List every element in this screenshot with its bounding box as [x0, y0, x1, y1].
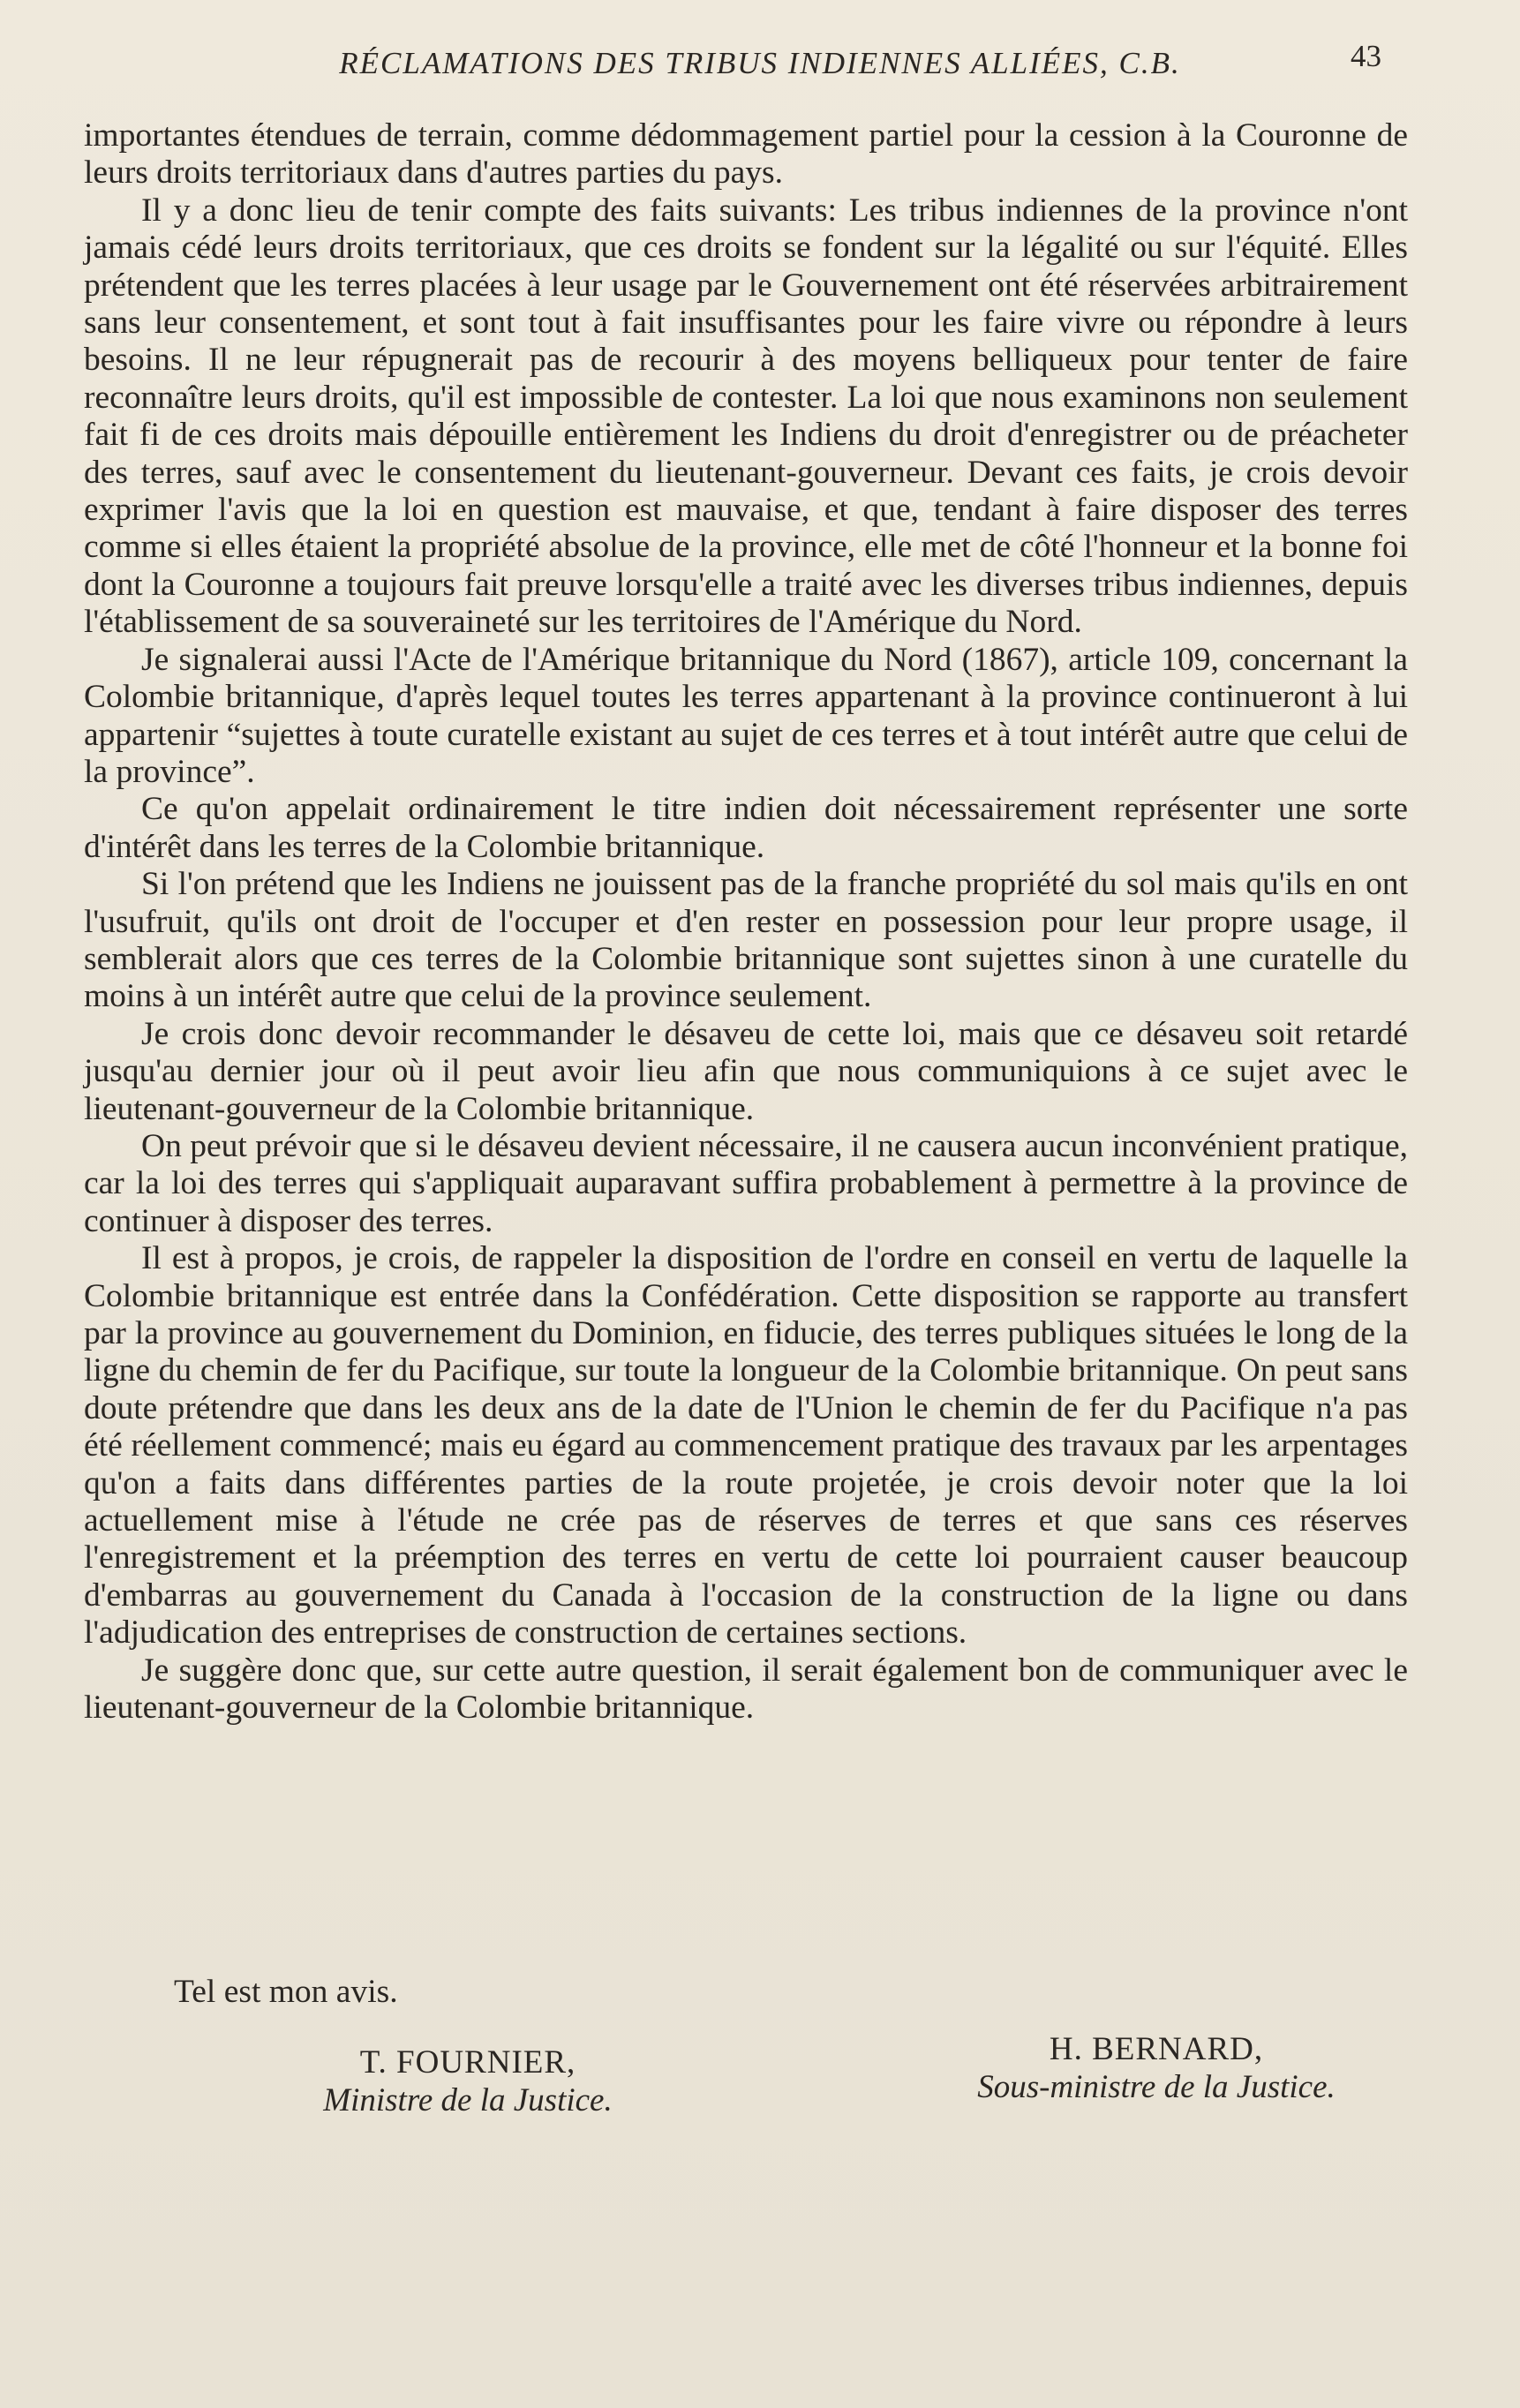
signature-minister	[256, 2043, 680, 2119]
paragraph-6: Je crois donc devoir recommander le désaveu de cette loi, mais que ce désaveu soit retardé jusqu'au dernier jour où il peut avoir lieu afin que nous communiquions à ce sujet avec le lieutenant-gouverneur de la Colombie britannique.	[84, 1015, 1408, 1127]
paragraph-4: Ce qu'on appelait ordinairement le titre indien doit nécessairement représenter une sorte d'intérêt dans les terres de la Colombie britannique.	[84, 791, 1408, 865]
signature-minister-name: T. FOURNIER,	[359, 2044, 576, 2081]
paragraph-9: Je suggère donc que, sur cette autre question, il serait également bon de communiquer avec le lieutenant-gouverneur de la Colombie britannique.	[84, 1652, 1408, 1727]
paragraph-8: Il est à propos, je crois, de rappeler la disposition de l'ordre en conseil en vertu de laquelle la Colombie britannique est entrée dans la Confédération. Cette disposition se rapporte au transfert par la province au gouvernement du Dominion, en fiducie, des terres publiques situées le long de la ligne du chemin de fer du Pacifique, sur toute la longueur de la Colombie britannique. On peut sans doute prétendre que dans les deux ans de la date de l'Union le chemin de fer du Pacifique n'a pas été réellement commencé; mais eu égard au commencement pratique des travaux par les arpentages qu'on a faits dans différentes parties de la route projetée, je crois devoir noter que la loi actuellement mise à l'étude ne crée pas de réserves de terres et que sans ces réserves l'enregistrement et la préemption des terres en vertu de cette loi pourraient causer beaucoup d'embarras au gouvernement du Canada à l'occasion de la construction de la ligne ou dans l'adjudication des entreprises de construction de certaines sections.	[84, 1240, 1408, 1652]
signature-minister-title: Ministre de la Justice.	[323, 2082, 613, 2118]
page-number: 43	[1351, 39, 1381, 73]
signature-deputy-name: H. BERNARD,	[1049, 2031, 1264, 2067]
signature-deputy-title: Sous-ministre de la Justice.	[977, 2069, 1336, 2105]
body-text	[84, 117, 1408, 1727]
closing-line: Tel est mon avis.	[174, 1974, 398, 2010]
paragraph-2: Il y a donc lieu de tenir compte des faits suivants: Les tribus indiennes de la province n'ont jamais cédé leurs droits territoriaux, que ces droits se fondent sur la légalité ou sur l'équité. Elles prétendent que les terres placées à leur usage par le Gouvernement ont été réservées arbitrairement sans leur consentement, et sont tout à fait insuffisantes pour les faire vivre ou répondre à leurs besoins. Il ne leur répugnerait pas de recourir à des moyens belliqueux pour tenter de faire reconnaître leurs droits, qu'il est impossible de contester. La loi que nous examinons non seulement fait fi de ces droits mais dépouille entièrement les Indiens du droit d'enregistrer ou de préacheter des terres, sauf avec le consentement du lieutenant-gouverneur. Devant ces faits, je crois devoir exprimer l'avis que la loi en question est mauvaise, et que, tendant à faire disposer des terres comme si elles étaient la propriété absolue de la province, elle met de côté l'honneur et la bonne foi dont la Couronne a toujours fait preuve lorsqu'elle a traité avec les diverses tribus indiennes, depuis l'établissement de sa souveraineté sur les territoires de l'Amérique du Nord.	[84, 192, 1408, 641]
paragraph-1: importantes étendues de terrain, comme dédommagement partiel pour la cession à la Couronne de leurs droits territoriaux dans d'autres parties du pays.	[84, 117, 1408, 192]
paragraph-7: On peut prévoir que si le désaveu devient nécessaire, il ne causera aucun inconvénient pratique, car la loi des terres qui s'appliquait auparavant suffira probablement à permettre à la province de continuer à disposer des terres.	[84, 1127, 1408, 1239]
signature-deputy-minister	[909, 2030, 1403, 2106]
paragraph-5: Si l'on prétend que les Indiens ne jouissent pas de la franche propriété du sol mais qu'ils en ont l'usufruit, qu'ils ont droit de l'occuper et d'en rester en possession pour leur propre usage, il semblerait alors que ces terres de la Colombie britannique sont sujettes sinon à une curatelle du moins à un intérêt autre que celui de la province seulement.	[84, 866, 1408, 1015]
paragraph-3: Je signalerai aussi l'Acte de l'Amérique britannique du Nord (1867), article 109, concernant la Colombie britannique, d'après lequel toutes les terres appartenant à la province continueront à lui appartenir “sujettes à toute curatelle existant au sujet de ces terres et à tout intérêt autre que celui de la province”.	[84, 641, 1408, 790]
running-title: RÉCLAMATIONS DES TRIBUS INDIENNES ALLIÉES, C.B.	[339, 46, 1181, 80]
